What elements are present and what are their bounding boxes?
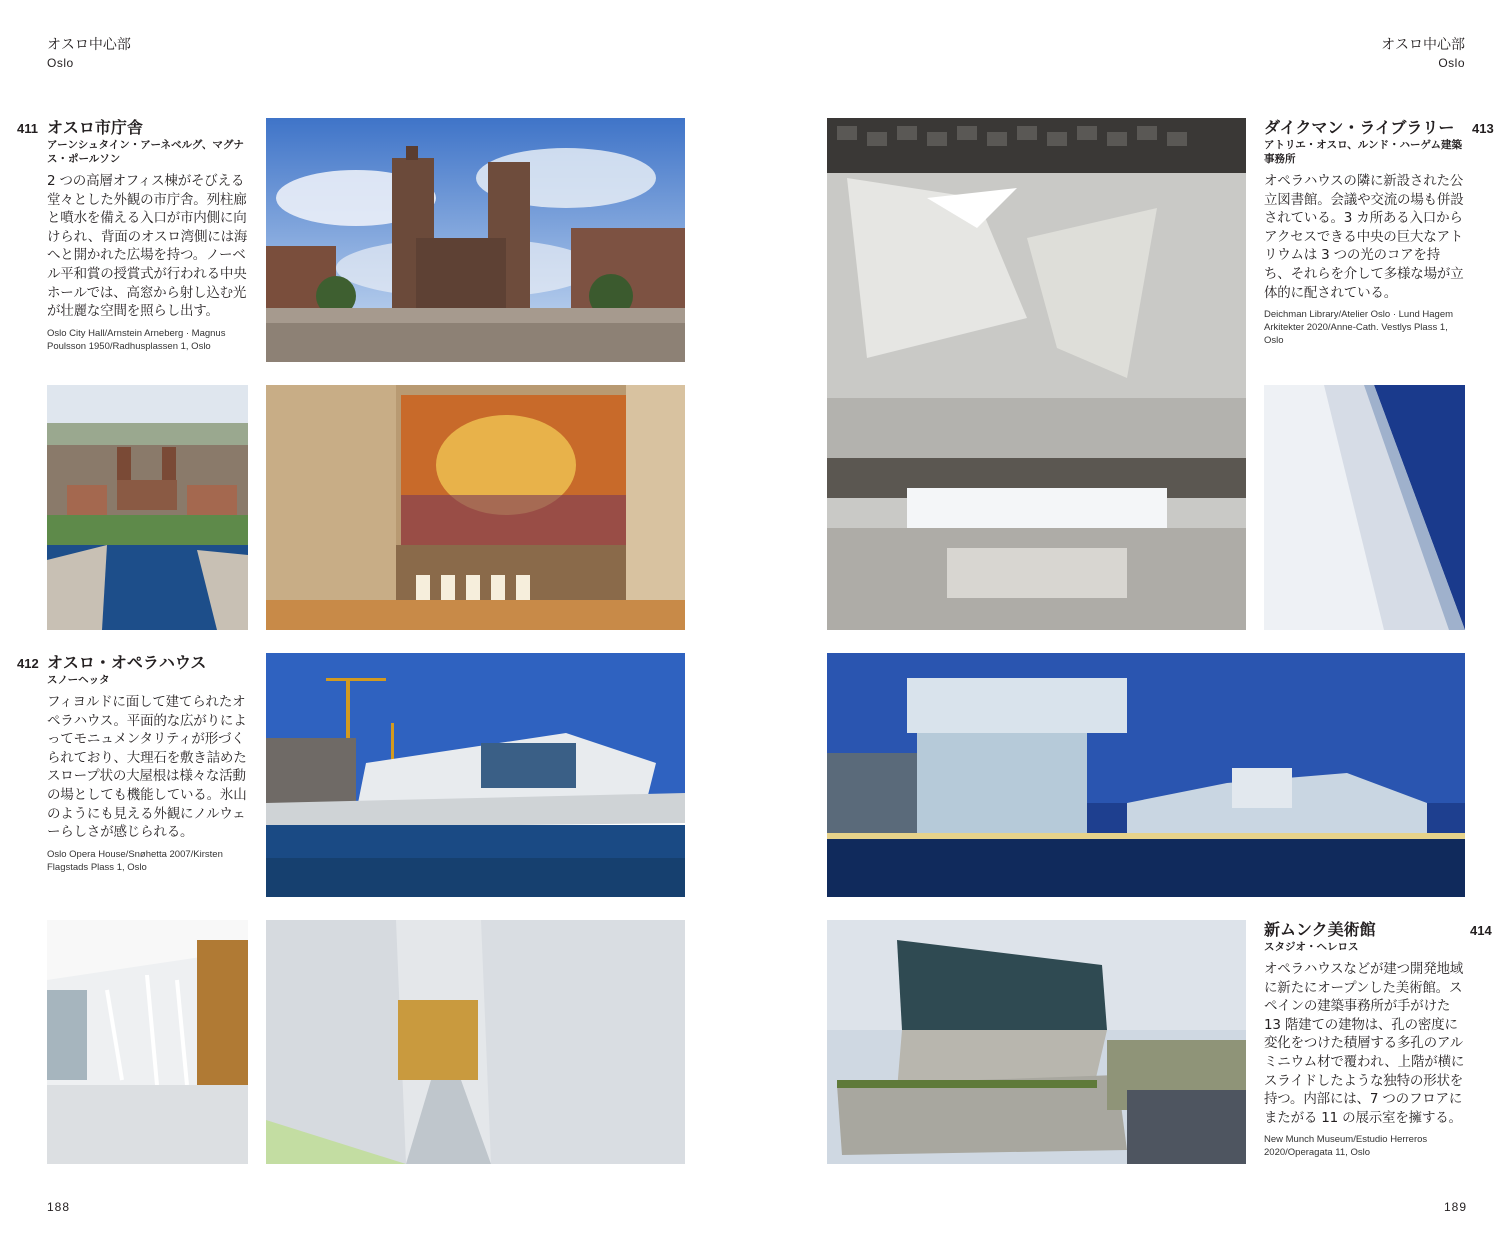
city-hall-aerial-photo [47,385,248,630]
entry-413 [1264,118,1494,347]
opera-house-corridor-photo [266,920,685,1164]
entry-number: 413 [1472,121,1494,136]
entry-number: 412 [17,656,39,671]
entry-number: 411 [17,121,38,136]
city-hall-interior-photo [266,385,685,630]
entry-number: 414 [1470,923,1492,938]
munch-museum-photo [827,920,1246,1164]
left-header-ja: オスロ中心部 [47,37,131,53]
left-header-en: Oslo [47,56,74,70]
deichman-library-atrium-photo [827,118,1246,630]
entry-architect: スノーヘッタ [47,674,110,686]
entry-414 [1264,920,1492,1159]
entry-description: オペラハウスなどが建つ開発地域に新たにオープンした美術館。スペインの建築事務所が手がけた 13 階建ての建物は、孔の密度に変化をつけた積層する多孔のアルミニウム材で覆われ、上階が横にスライドしたような独特の形状を持つ。内部には、7 つのフロアにまたがる 11 の展示室を擁する。 [1264,961,1465,1126]
right-header-ja: オスロ中心部 [1381,37,1465,53]
left-page-number: 188 [47,1200,71,1214]
opera-house-foyer-photo [47,920,248,1164]
left-running-header [47,36,131,72]
entry-description: オペラハウスの隣に新設された公立図書館。会議や交流の場も併設されている。3 カ所ある入口からアクセスできる中央の巨大なアトリウムは 3 つの光のコアを持ち、それらを介して多様な場が立体的に配されている。 [1264,173,1464,301]
entry-caption: Deichman Library/Atelier Oslo · Lund Hagem Arkitekter 2020/Anne-Cath. Vestlys Plass 1, Oslo [1264,309,1454,347]
deichman-library-facade-photo [1264,385,1465,630]
opera-house-exterior-photo [266,653,685,897]
entry-title: 新ムンク美術館 [1264,920,1376,939]
right-running-header [1381,36,1465,72]
entry-description: フィヨルドに面して建てられたオペラハウス。平面的な広がりによってモニュメンタリティが形づくられており、大理石を敷き詰めたスロープ状の大屋根は様々な活動の場としても機能している。氷山のようにも見える外観にノルウェーらしさが感じられる。 [47,694,247,841]
entry-title: オスロ・オペラハウス [47,653,207,672]
right-page-number: 189 [1444,1200,1468,1214]
entry-caption: New Munch Museum/Estudio Herreros 2020/Operagata 11, Oslo [1264,1134,1428,1159]
entry-411 [17,118,250,353]
entry-description: 2 つの高層オフィス棟がそびえる堂々とした外観の市庁舎。列柱廊と噴水を備える入口が市内側に向けられ、背面のオスロ湾側には海へと開かれた広場を持つ。ノーベル平和賞の授賞式が行われる中央ホールでは、高窓から射し込む光が壮麗な空間を照らし出す。 [47,173,248,320]
entry-title: ダイクマン・ライブラリー [1264,118,1455,137]
entry-architect: アーンシュタイン・アーネベルグ、マグナス・ポールソン [47,139,244,165]
entry-caption: Oslo City Hall/Arnstein Arneberg · Magnus Poulsson 1950/Radhusplassen 1, Oslo [47,327,226,352]
city-hall-exterior-photo [266,118,685,362]
entry-412 [17,653,257,874]
entry-caption: Oslo Opera House/Snøhetta 2007/Kirsten Flagstads Plass 1, Oslo [47,848,223,873]
entry-architect: アトリエ・オスロ、ルンド・ハーゲム建築事務所 [1264,139,1462,165]
entry-title: オスロ市庁舎 [47,118,143,137]
right-header-en: Oslo [1438,56,1465,70]
entry-architect: スタジオ・ヘレロス [1264,941,1359,953]
deichman-library-night-photo [827,653,1465,897]
